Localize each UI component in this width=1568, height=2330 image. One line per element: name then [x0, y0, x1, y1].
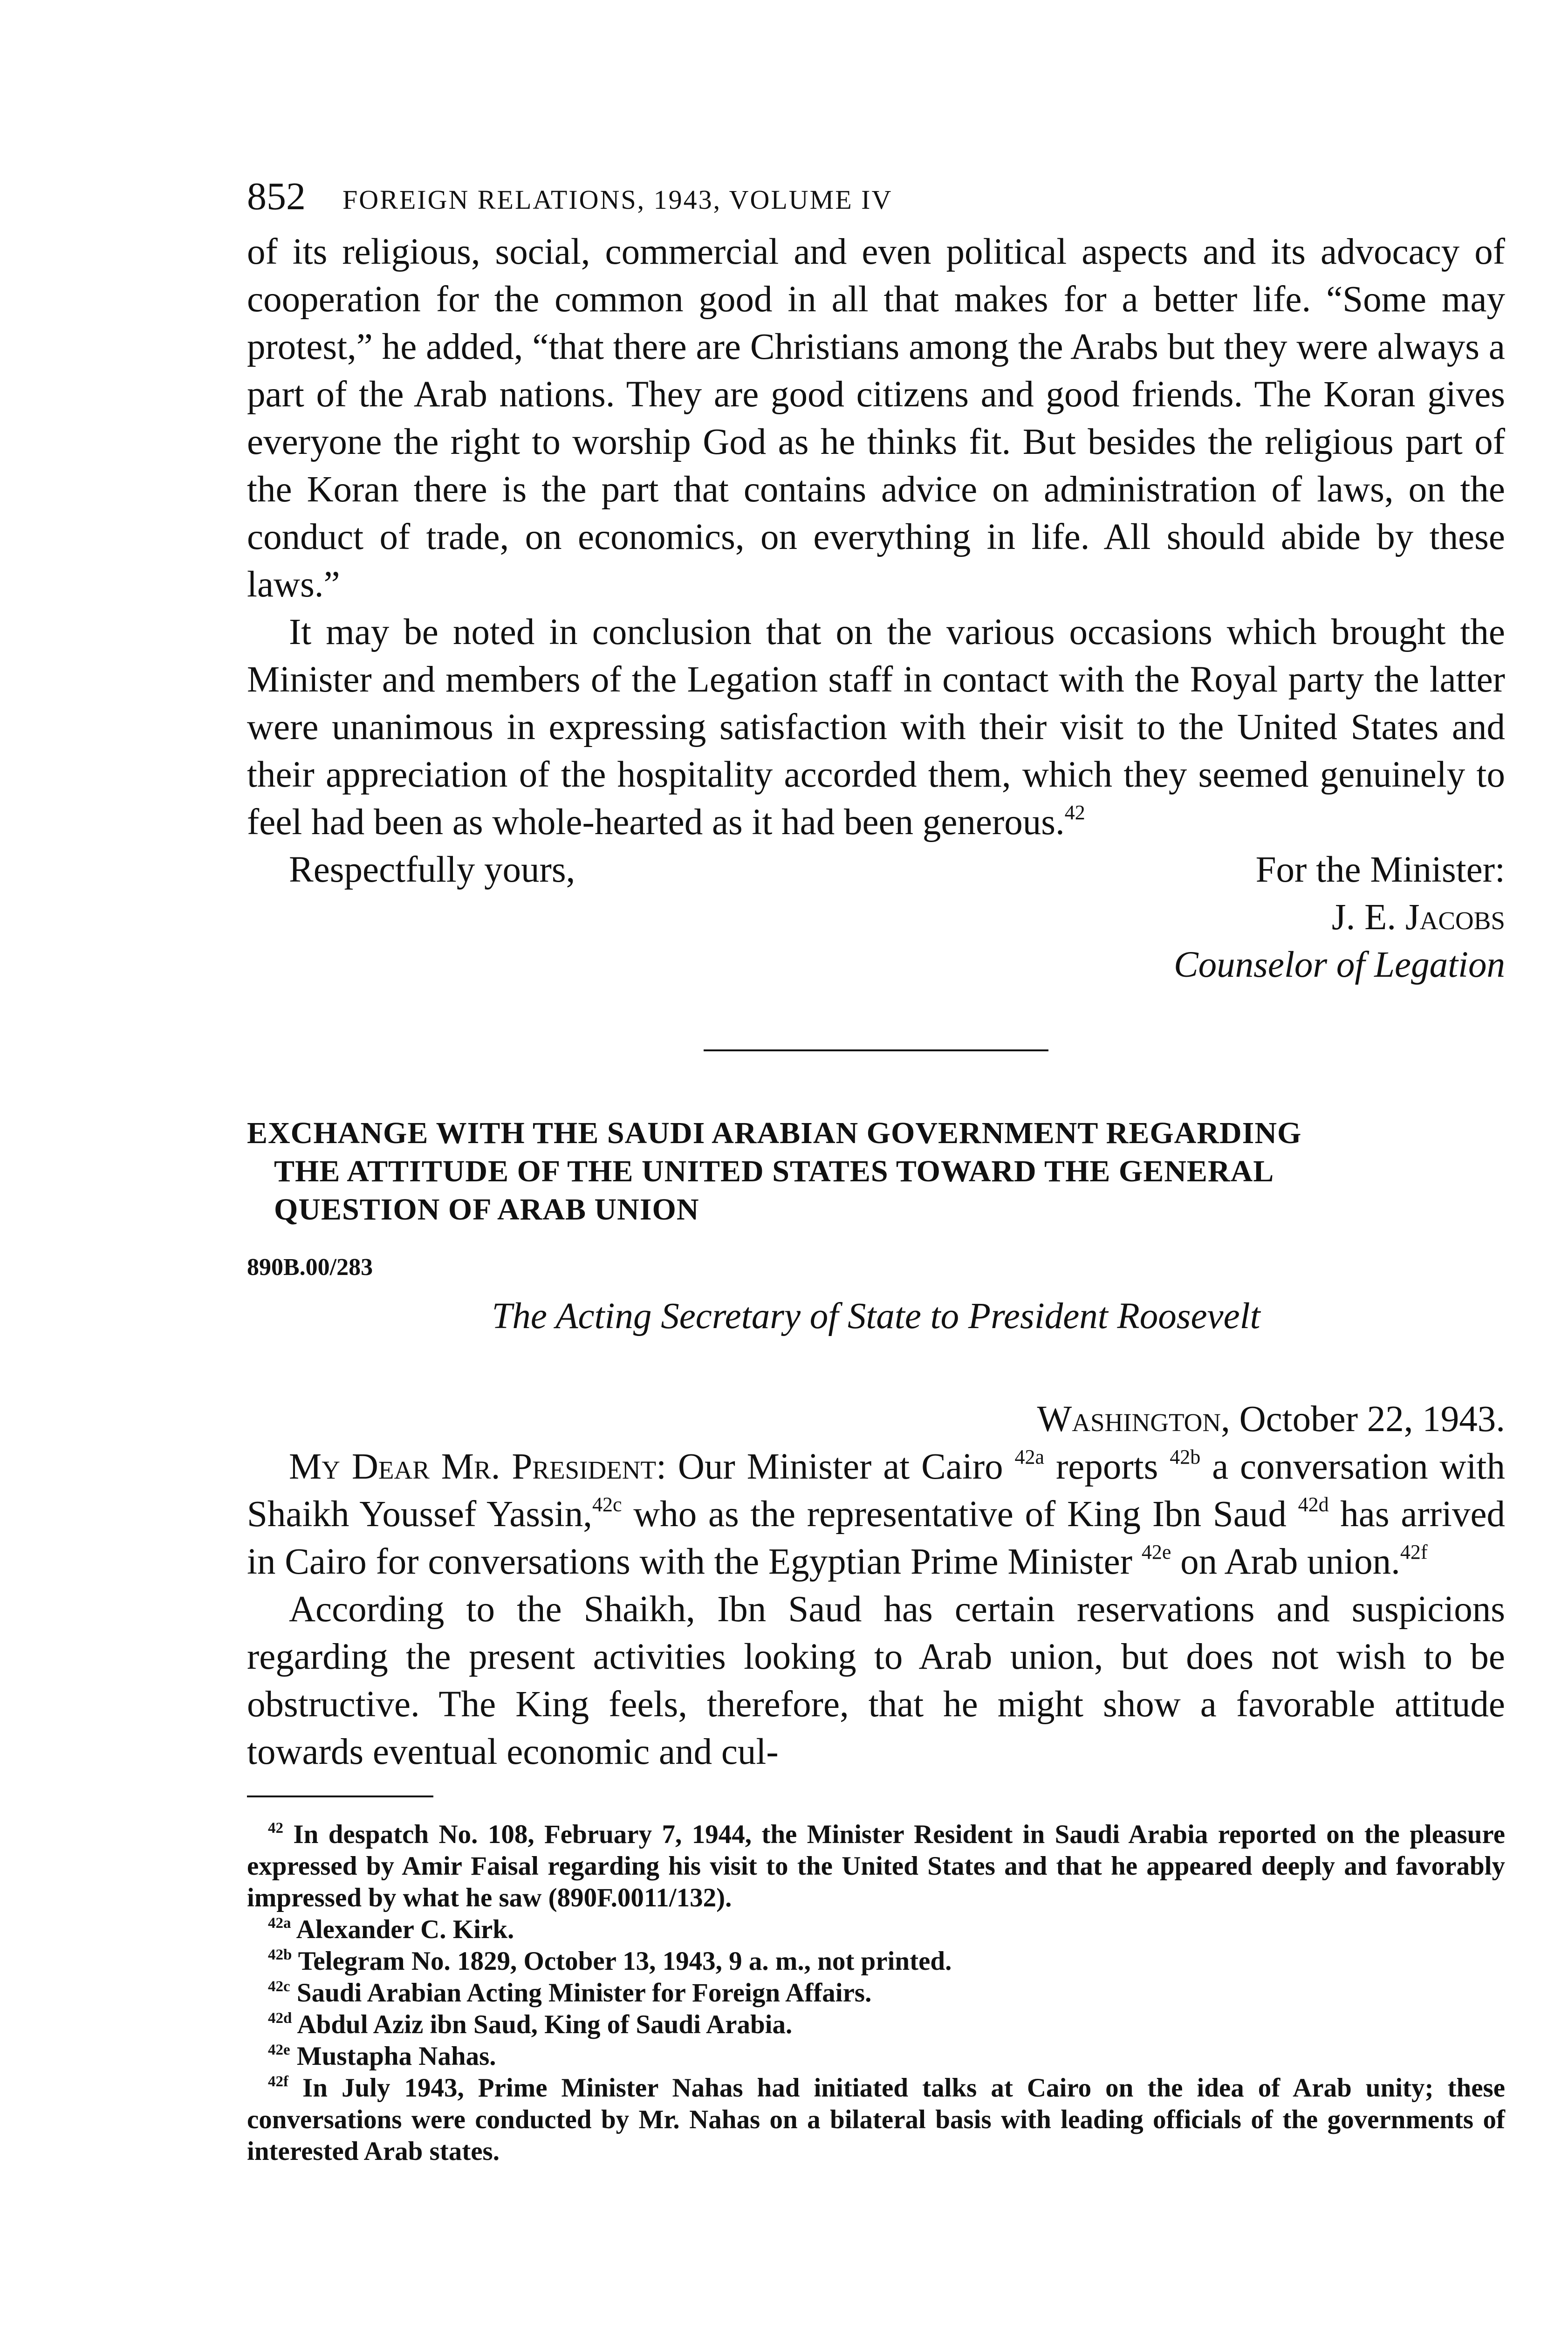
section-paragraph-1 [247, 1443, 1505, 1586]
signer-title: Counselor of Legation [1173, 945, 1505, 985]
footnote-mark: 42c [268, 1978, 290, 1995]
section-body [247, 1443, 1505, 1776]
section-heading-line-2: THE ATTITUDE OF THE UNITED STATES TOWARD THE GENERAL [274, 1154, 1274, 1188]
section-heading-line-1: EXCHANGE WITH THE SAUDI ARABIAN GOVERNMENT REGARDING [247, 1116, 1302, 1150]
document-title: The Acting Secretary of State to President Roosevelt [492, 1296, 1260, 1336]
footnote [247, 2072, 1505, 2167]
dateline-date: , October 22, 1943. [1221, 1399, 1505, 1439]
text-run: on Arab union. [1171, 1542, 1400, 1582]
footnote [247, 2041, 1505, 2072]
footnote-mark: 42f [268, 2073, 288, 2090]
closing: Respectfully yours, [289, 850, 575, 890]
dateline-city: Washington [1037, 1399, 1221, 1439]
footnote [247, 1977, 1505, 2009]
salutation: My Dear Mr. President [289, 1446, 657, 1487]
running-head [247, 177, 1505, 228]
letter-paragraph-2-text: It may be noted in conclusion that on the various occasions which brought the Minister and members of the Legation staff in contact with the Royal party the latter were unanimous in expressing satisfaction with their visit to the United States and their appreciation of the hospitality accorded them, which they seemed genuinely to feel had been as whole-hearted as it had been generous. [247, 612, 1505, 843]
footnote-ref-42e: 42e [1141, 1541, 1171, 1563]
text-run: has arrived in Cairo for conversations with the Egyptian Prime Minister [247, 1494, 1506, 1582]
footnote [247, 1819, 1505, 1914]
footnote [247, 1946, 1505, 1977]
footnote-ref-42d: 42d [1298, 1493, 1329, 1516]
section-divider [704, 1049, 1048, 1051]
footnote-ref-42b: 42b [1170, 1446, 1201, 1468]
text-run: a conversation with Shaikh Youssef Yassin, [247, 1446, 1505, 1535]
footnote-divider [247, 1795, 433, 1797]
footnote-mark: 42a [268, 1915, 291, 1932]
footnote-mark: 42b [268, 1946, 292, 1963]
letter-body [247, 228, 1505, 846]
footnote-ref-42c: 42c [592, 1493, 622, 1516]
footnote-text: Alexander C. Kirk. [296, 1915, 514, 1944]
section-paragraph-2: According to the Shaikh, Ibn Saud has certain reservations and suspicions regarding the present activities looking to Arab union, but does not wish to be obstructive. The King feels, therefore, that he might show a favorable attitude towards eventual economic and cul- [247, 1589, 1505, 1772]
footnote-ref-42a: 42a [1014, 1446, 1045, 1468]
footnote-mark: 42d [268, 2010, 292, 2027]
text-run: reports [1044, 1446, 1170, 1487]
footnote-mark: 42e [268, 2042, 290, 2058]
closing-row [247, 846, 1505, 894]
dateline [247, 1396, 1505, 1443]
footnote-text: In July 1943, Prime Minister Nahas had initiated talks at Cairo on the idea of Arab unity; these conversations were conducted by Mr. Nahas on a bilateral basis with leading officials of the governments of interested Arab states. [247, 2073, 1505, 2166]
footnote-text: In despatch No. 108, February 7, 1944, the Minister Resident in Saudi Arabia reported on the pleasure expressed by Amir Faisal regarding his visit to the United States and that he appeared deeply and favorably impressed by what he saw (890F.0011/132). [247, 1820, 1505, 1912]
footnote-text: Abdul Aziz ibn Saud, King of Saudi Arabia. [297, 2010, 793, 2039]
letter-paragraph-1: of its religious, social, commercial and even political aspects and its advocacy of cooperation for the common good in all that makes for a better life. “Some may protest,” he added, “that there are Christians among the Arabs but they were always a part of the Arab nations. They are good citizens and good friends. The Koran gives everyone the right to worship God as he thinks fit. But besides the religious part of the Koran there is the part that contains advice on administration of laws, on the conduct of trade, on economics, on everything in life. All should abide by these laws.” [247, 232, 1505, 605]
section-heading-line-3: QUESTION OF ARAB UNION [274, 1192, 699, 1227]
footnote-text: Saudi Arabian Acting Minister for Foreign Affairs. [296, 1978, 872, 2008]
footnote-ref-42f: 42f [1400, 1541, 1428, 1563]
footnote-mark: 42 [268, 1820, 283, 1837]
document-page [247, 177, 1505, 2167]
file-reference: 890B.00/283 [247, 1254, 373, 1281]
text-run: : Our Minister at Cairo [656, 1446, 1015, 1487]
for-minister: For the Minister: [1255, 850, 1505, 890]
footnote-text: Mustapha Nahas. [296, 2042, 496, 2071]
signature: J. E. Jacobs [1331, 897, 1505, 938]
running-title: FOREIGN RELATIONS, 1943, VOLUME IV [342, 185, 893, 215]
footnote-ref-42: 42 [1064, 801, 1085, 824]
text-run: who as the representative of King Ibn Saud [622, 1494, 1298, 1535]
page-number: 852 [247, 175, 306, 218]
footnotes [247, 1819, 1505, 2167]
section-heading [247, 1114, 1505, 1229]
footnote [247, 2009, 1505, 2041]
footnote [247, 1914, 1505, 1946]
letter-paragraph-2 [247, 609, 1505, 846]
footnote-text: Telegram No. 1829, October 13, 1943, 9 a. m., not printed. [298, 1946, 952, 1976]
